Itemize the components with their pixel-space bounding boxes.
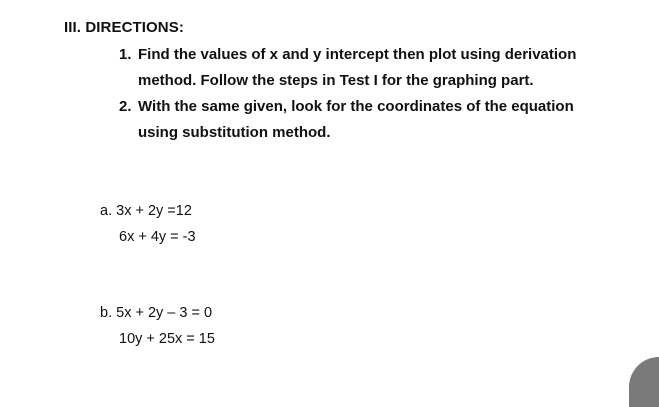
corner-decoration: [629, 357, 659, 407]
problem-b-equation-2: 10y + 25x = 15: [119, 331, 215, 347]
problem-b-label: b.: [100, 305, 113, 321]
direction-item-1: [119, 42, 589, 94]
problem-b-equation-1: 5x + 2y – 3 = 0: [116, 305, 213, 321]
problem-a-equation-1: 3x + 2y =12: [116, 203, 192, 219]
direction-item-1-number: 1.: [119, 46, 132, 63]
problem-a-equation-2: 6x + 4y = -3: [119, 229, 196, 245]
direction-item-1-text: Find the values of x and y intercept then plot using derivation method. Follow the steps in Test I for the graphing part.: [138, 46, 577, 89]
problem-a: [100, 198, 196, 245]
direction-item-2-text: With the same given, look for the coordinates of the equation using substitution method.: [138, 98, 574, 141]
directions-heading: III. DIRECTIONS:: [64, 19, 184, 36]
problem-b: [100, 300, 215, 347]
direction-item-2-number: 2.: [119, 98, 132, 115]
direction-item-2: [119, 94, 589, 146]
problem-a-label: a.: [100, 203, 113, 219]
